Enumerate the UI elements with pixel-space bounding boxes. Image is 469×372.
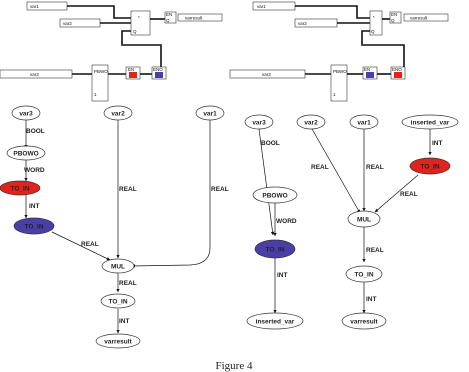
fbd-var3-label: var3 — [262, 72, 271, 77]
edge-label-int-2: INT — [119, 318, 130, 325]
node-toin-label: TO_IN — [354, 271, 374, 279]
node-toin-red-label: TO_IN — [10, 185, 30, 193]
fbd-blue-marker — [155, 72, 163, 78]
node-inserted-var-label: inserted_var — [255, 318, 295, 326]
edge-label-real-var1: REAL — [366, 164, 384, 171]
edge-label-int-toin: INT — [366, 296, 377, 303]
right-graph — [245, 115, 458, 329]
edge-label-real-var2: REAL — [311, 164, 329, 171]
node-toin-blue-label: TO_IN — [24, 223, 44, 231]
fbd-var3-label: var3 — [30, 72, 39, 77]
node-inserted-var-top-label: inserted_var — [410, 119, 450, 127]
fbd-blue-marker — [366, 72, 374, 78]
node-pbowo-label: PBOWO — [262, 192, 288, 200]
node-var1-label: var1 — [357, 119, 371, 127]
fbd-conv-pin: 1 — [333, 92, 336, 97]
edge-label-real-mul: REAL — [119, 280, 137, 287]
node-var3-label: var3 — [252, 119, 266, 127]
edge-label-int-red: INT — [432, 140, 443, 147]
fbd-var2-label: var2 — [298, 21, 307, 26]
edge-label-bool: BOOL — [26, 128, 45, 135]
fbd-conv-pin: 1 — [94, 92, 97, 97]
right-fbd-diagram — [230, 2, 448, 101]
figure-caption: Figure 4 — [215, 360, 253, 372]
fbd-red-marker — [129, 72, 137, 78]
edge-label-real-var1: REAL — [211, 186, 229, 193]
fbd-ld-q: Q — [391, 18, 395, 23]
fbd-result-label: varresult — [410, 15, 428, 21]
node-var2-label: var2 — [111, 110, 125, 118]
fbd-ld-q: Q — [166, 18, 170, 23]
fbd-mul-pin: Q — [133, 29, 137, 34]
fbd-ld-l: EN — [391, 12, 398, 17]
fbd-en-label: EN — [364, 67, 371, 72]
fbd-wire-var1 — [67, 6, 131, 18]
fbd-mul-sign: * — [373, 15, 375, 20]
node-mul-label: MUL — [110, 263, 126, 271]
left-fbd-diagram — [0, 2, 222, 101]
node-toin-label: TO_IN — [108, 298, 128, 306]
edge-label-real-blue: REAL — [81, 241, 99, 248]
fbd-var1-label: var1 — [30, 4, 39, 9]
edge-label-int: INT — [29, 203, 40, 210]
edge-label-real-mul: REAL — [366, 247, 384, 254]
fbd-conv-name: PBWO — [333, 69, 347, 74]
fbd-eno-label: ENO — [153, 67, 163, 72]
node-toin-red-label: TO_IN — [420, 163, 440, 171]
fbd-en-label: EN — [128, 67, 135, 72]
edge-var1-mul — [132, 119, 210, 266]
node-mul-label: MUL — [356, 216, 372, 224]
fbd-mul-sign: * — [138, 15, 140, 20]
left-graph — [0, 106, 229, 348]
node-var1-label: var1 — [203, 110, 217, 118]
fbd-result-label: varresult — [185, 15, 203, 21]
edge-label-bool: BOOL — [261, 140, 280, 147]
fbd-var1-label: var1 — [257, 4, 266, 9]
node-var2-label: var2 — [304, 119, 318, 127]
node-varresult-label: varresult — [104, 338, 132, 346]
node-var3-label: var3 — [19, 110, 33, 118]
edge-label-int-pbowo: INT — [277, 272, 288, 279]
fbd-eno-label: ENO — [392, 67, 402, 72]
fbd-var2-label: var2 — [63, 21, 72, 26]
fbd-conv-name: PBWO — [94, 69, 108, 74]
edge-label-real-var2: REAL — [119, 186, 137, 193]
edge-label-real-red: REAL — [400, 191, 418, 198]
edge-label-word: WORD — [24, 167, 45, 174]
fbd-red-marker — [394, 72, 402, 78]
node-toin-blue-label: TO_IN — [265, 246, 285, 254]
fbd-wire-var1 — [295, 6, 370, 18]
node-pbowo-label: PBOWO — [13, 150, 39, 158]
fbd-mul-pin: Q — [371, 29, 375, 34]
fbd-ld-l: EN — [166, 12, 173, 17]
edge-var2-mul — [312, 129, 360, 213]
node-varresult-label: varresult — [350, 318, 378, 326]
edge-label-word: WORD — [276, 218, 297, 225]
